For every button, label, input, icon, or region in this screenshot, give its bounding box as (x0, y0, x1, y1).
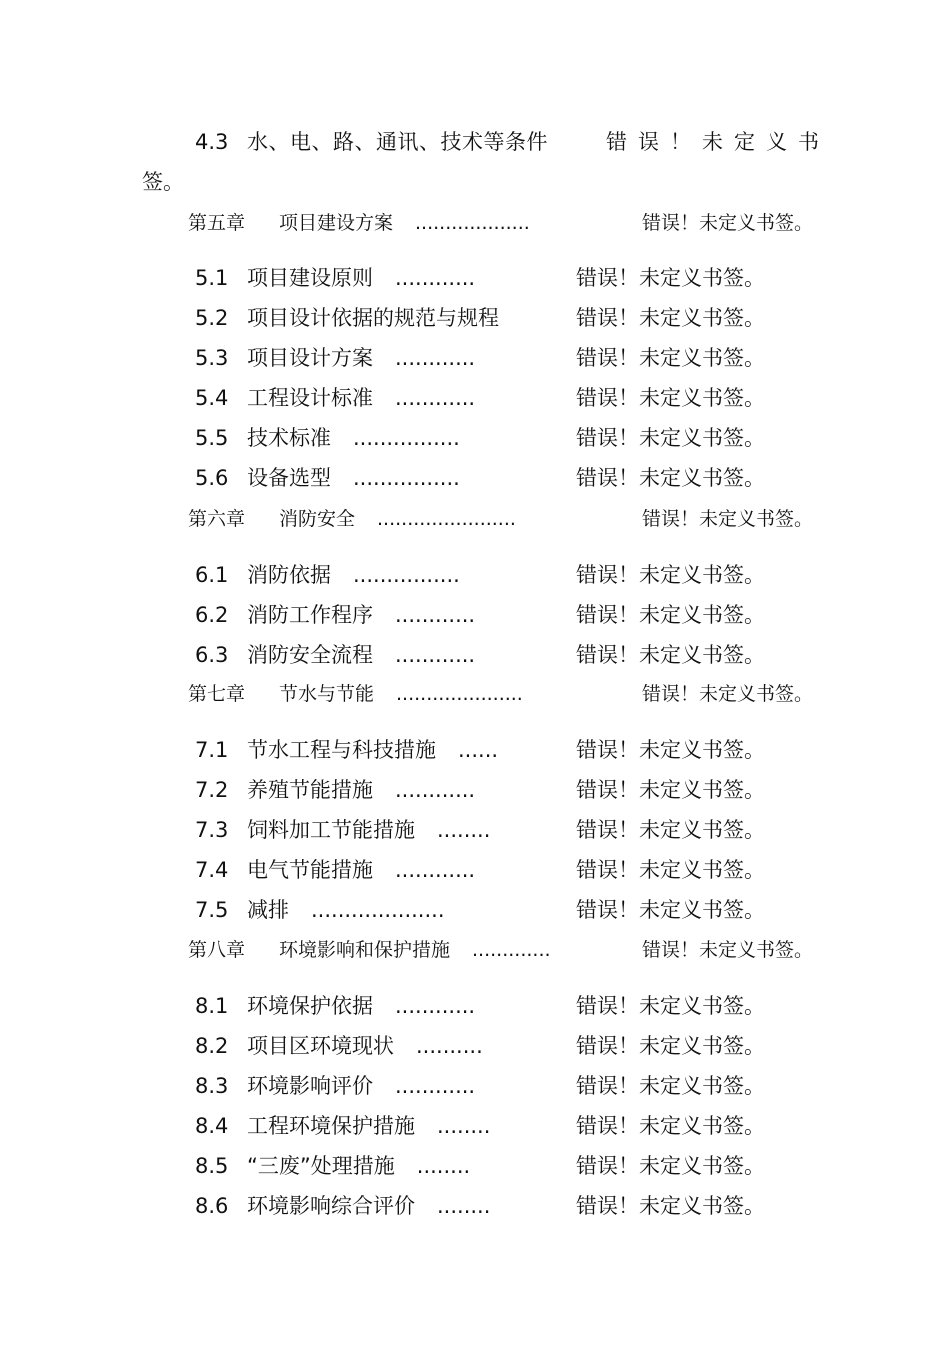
toc-entry-error: 错误！未定义书签。 (576, 466, 765, 490)
toc-section-entry[interactable] (195, 342, 475, 372)
toc-entry-title: 项目设计方案 (247, 346, 373, 370)
toc-section-entry[interactable] (195, 894, 445, 924)
toc-entry-number: 8.2 (195, 1034, 229, 1058)
toc-entry-error: 错误！未定义书签。 (576, 306, 765, 330)
toc-entry-leader-dots: ................... (415, 212, 530, 234)
toc-entry-number: 6.3 (195, 643, 229, 667)
toc-entry-error: 错误！未定义书签。 (642, 939, 814, 961)
toc-entry-error: 错误！未定义书签。 (576, 386, 765, 410)
toc-entry-leader-dots: ..................... (396, 683, 523, 705)
toc-entry-error: 错误！未定义书签。 (576, 563, 765, 587)
toc-entry-leader-dots: ........ (437, 1194, 491, 1218)
toc-entry-error: 错误！未定义书签。 (576, 818, 765, 842)
toc-entry-error: 错误！未定义书签。 (576, 643, 765, 667)
toc-entry-error: 错误！未定义书 (606, 130, 830, 154)
toc-entry-leader-dots: ................ (353, 563, 460, 587)
toc-entry-error: 错误！未定义书签。 (576, 426, 765, 450)
toc-entry-leader-dots: ............ (395, 1074, 476, 1098)
toc-entry-leader-dots: ............ (395, 778, 476, 802)
toc-chapter-entry[interactable] (188, 208, 530, 235)
toc-entry-leader-dots: ................ (353, 466, 460, 490)
toc-entry-error: 错误！未定义书签。 (642, 508, 814, 530)
toc-entry-leader-dots: ................ (353, 426, 460, 450)
toc-entry-number: 6.2 (195, 603, 229, 627)
toc-entry-number: 5.2 (195, 306, 229, 330)
toc-entry-title: 项目建设方案 (279, 212, 394, 234)
toc-entry-number: 5.3 (195, 346, 229, 370)
toc-entry-error: 错误！未定义书签。 (576, 603, 765, 627)
toc-chapter-entry[interactable] (188, 935, 551, 962)
toc-entry-title: 设备选型 (247, 466, 331, 490)
toc-section-entry[interactable] (195, 1070, 475, 1100)
toc-entry-title: 技术标准 (247, 426, 331, 450)
toc-entry-leader-dots: ....................... (377, 508, 516, 530)
toc-section-entry[interactable] (195, 774, 475, 804)
toc-entry-title: 饲料加工节能措施 (247, 818, 415, 842)
toc-entry-number: 7.2 (195, 778, 229, 802)
toc-section-entry[interactable] (195, 1190, 490, 1220)
toc-entry-title: 养殖节能措施 (247, 778, 373, 802)
toc-entry-leader-dots: ........ (437, 818, 491, 842)
toc-entry-leader-dots: ........ (416, 1154, 471, 1178)
toc-entry-number: 8.5 (195, 1154, 229, 1178)
toc-section-entry[interactable] (195, 462, 460, 492)
toc-entry-title: 项目建设原则 (247, 266, 373, 290)
toc-section-entry[interactable] (195, 854, 475, 884)
toc-entry-error: 错误！未定义书签。 (576, 1074, 765, 1098)
toc-entry-number: 8.1 (195, 994, 229, 1018)
toc-section-entry[interactable] (195, 734, 498, 764)
toc-entry-title: 消防工作程序 (247, 603, 373, 627)
toc-entry-number: 5.5 (195, 426, 229, 450)
toc-entry-leader-dots: ............ (395, 858, 476, 882)
toc-section-entry[interactable] (195, 814, 490, 844)
toc-entry-error: 错误！未定义书签。 (576, 858, 765, 882)
toc-entry-number: 8.6 (195, 1194, 229, 1218)
toc-entry-error: 错误！未定义书签。 (576, 1114, 765, 1138)
toc-entry-leader-dots: ...... (458, 738, 499, 762)
toc-entry-leader-dots: ........ (437, 1114, 491, 1138)
toc-entry-leader-dots: .......... (416, 1034, 483, 1058)
toc-entry-leader-dots: ............ (395, 603, 476, 627)
toc-entry-title: 环境影响评价 (247, 1074, 373, 1098)
toc-entry-title: 工程设计标准 (247, 386, 373, 410)
toc-section-entry[interactable] (195, 1150, 470, 1180)
toc-entry-error: 错误！未定义书签。 (642, 212, 814, 234)
toc-section-entry[interactable] (195, 1030, 483, 1060)
toc-entry-error: 错误！未定义书签。 (576, 898, 765, 922)
toc-entry-error: 错误！未定义书签。 (576, 266, 765, 290)
toc-entry-title: 消防安全 (279, 508, 356, 530)
toc-entry-title: 节水工程与科技措施 (247, 738, 436, 762)
toc-entry-title: 水、电、路、通讯、技术等条件 (247, 130, 548, 154)
toc-entry-title: 项目区环境现状 (247, 1034, 394, 1058)
toc-entry-number: 5.6 (195, 466, 229, 490)
toc-entry-title: “三废”处理措施 (247, 1154, 395, 1178)
toc-entry-title: 工程环境保护措施 (247, 1114, 415, 1138)
toc-entry-intro[interactable] (195, 126, 548, 156)
toc-entry-number: 5.1 (195, 266, 229, 290)
toc-entry-number: 7.1 (195, 738, 229, 762)
toc-entry-error: 错误！未定义书签。 (576, 1154, 765, 1178)
toc-section-entry[interactable] (195, 382, 475, 412)
toc-entry-number: 8.4 (195, 1114, 229, 1138)
toc-entry-error-wrap: 签。 (142, 170, 184, 194)
toc-section-entry[interactable] (195, 559, 460, 589)
toc-entry-title: 消防依据 (247, 563, 331, 587)
toc-entry-error: 错误！未定义书签。 (576, 778, 765, 802)
toc-entry-number: 第六章 (188, 508, 246, 530)
toc-entry-title: 消防安全流程 (247, 643, 373, 667)
toc-entry-title: 环境影响综合评价 (247, 1194, 415, 1218)
toc-entry-number: 6.1 (195, 563, 229, 587)
toc-entry-number: 7.5 (195, 898, 229, 922)
toc-entry-leader-dots: ............. (472, 939, 551, 961)
toc-section-entry[interactable] (195, 990, 475, 1020)
toc-entry-error: 错误！未定义书签。 (576, 994, 765, 1018)
toc-entry-error: 错误！未定义书签。 (642, 683, 814, 705)
toc-section-entry[interactable] (195, 1110, 490, 1140)
toc-section-entry[interactable] (195, 639, 475, 669)
toc-entry-title: 节水与节能 (279, 683, 375, 705)
toc-section-entry[interactable] (195, 302, 521, 332)
toc-entry-error: 错误！未定义书签。 (576, 738, 765, 762)
toc-entry-number: 5.4 (195, 386, 229, 410)
toc-section-entry[interactable] (195, 262, 475, 292)
toc-entry-number: 第七章 (188, 683, 246, 705)
toc-entry-title: 项目设计依据的规范与规程 (247, 306, 499, 330)
toc-section-entry[interactable] (195, 599, 475, 629)
toc-entry-number: 8.3 (195, 1074, 229, 1098)
toc-entry-title: 环境保护依据 (247, 994, 373, 1018)
toc-entry-error: 错误！未定义书签。 (576, 1034, 765, 1058)
toc-entry-leader-dots: ............ (395, 346, 476, 370)
toc-entry-title: 减排 (247, 898, 289, 922)
toc-entry-title: 环境影响和保护措施 (279, 939, 451, 961)
toc-entry-title: 电气节能措施 (247, 858, 373, 882)
toc-entry-number: 第五章 (188, 212, 246, 234)
toc-entry-leader-dots: ............ (395, 386, 476, 410)
toc-entry-leader-dots: ............ (395, 994, 476, 1018)
toc-entry-number: 7.3 (195, 818, 229, 842)
toc-chapter-entry[interactable] (188, 504, 516, 531)
toc-entry-number: 第八章 (188, 939, 246, 961)
toc-entry-leader-dots: ............ (395, 643, 476, 667)
toc-section-entry[interactable] (195, 422, 460, 452)
toc-entry-leader-dots: .................... (311, 898, 445, 922)
toc-entry-error: 错误！未定义书签。 (576, 1194, 765, 1218)
toc-entry-error: 错误！未定义书签。 (576, 346, 765, 370)
toc-entry-number: 7.4 (195, 858, 229, 882)
toc-entry-leader-dots: ............ (395, 266, 476, 290)
toc-chapter-entry[interactable] (188, 679, 523, 706)
toc-entry-number: 4.3 (195, 130, 229, 154)
